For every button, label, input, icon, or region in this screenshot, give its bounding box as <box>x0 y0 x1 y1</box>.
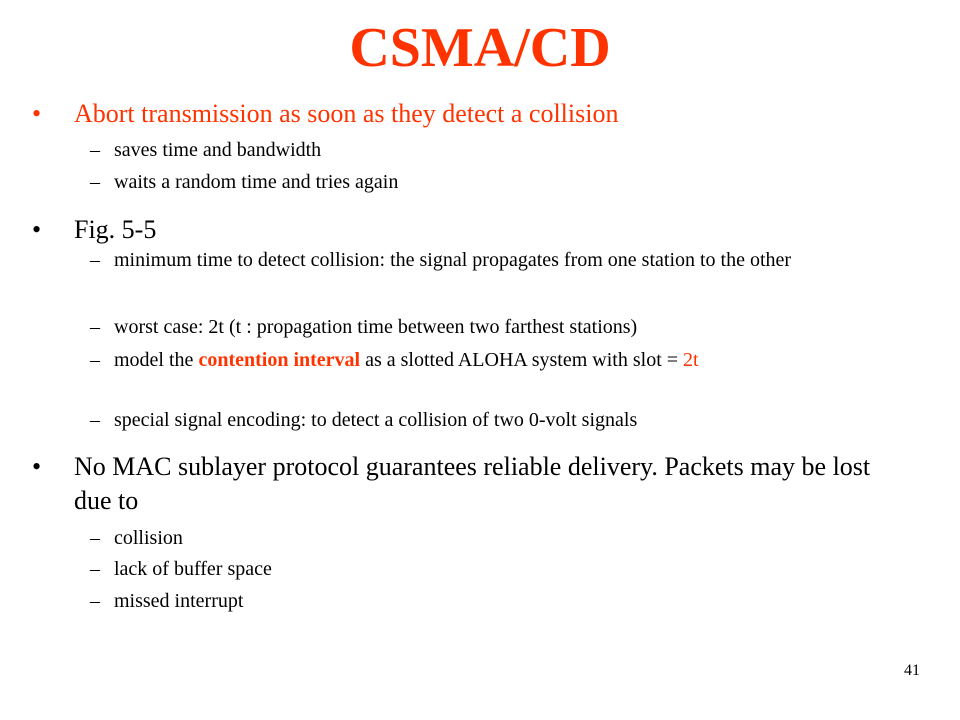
bullet-marker: • <box>32 99 42 128</box>
sub-bullet-text: lack of buffer space <box>114 558 272 580</box>
dash-marker: – <box>90 590 100 612</box>
bullet-marker: • <box>32 452 42 481</box>
bullet-marker: • <box>32 215 42 244</box>
sub-bullet-text: waits a random time and tries again <box>114 171 399 193</box>
sub-bullet-text: collision <box>114 527 183 549</box>
dash-marker: – <box>90 409 100 431</box>
sub-bullet-text: missed interrupt <box>114 590 244 612</box>
text-segment: model the <box>114 349 199 371</box>
sub-bullet-text: minimum time to detect collision: the signal propagates from one station to the other <box>114 249 792 271</box>
dash-marker: – <box>90 249 100 271</box>
bullet-text: No MAC sublayer protocol guarantees reliable delivery. Packets may be lost due to <box>74 452 871 515</box>
dash-marker: – <box>90 171 100 193</box>
highlight-2t: 2t <box>683 349 699 371</box>
sub-bullet-text <box>114 346 874 374</box>
bullet-text: Fig. 5-5 <box>74 215 157 244</box>
slide-title: CSMA/CD <box>349 17 611 79</box>
dash-marker: – <box>90 316 100 338</box>
sub-bullet-text: worst case: 2t (t : propagation time between two farthest stations) <box>114 316 638 338</box>
text-segment: as a slotted ALOHA system with slot = <box>360 349 684 371</box>
dash-marker: – <box>90 527 100 549</box>
page-number: 41 <box>904 662 920 679</box>
dash-marker: – <box>90 349 100 371</box>
dash-marker: – <box>90 139 100 161</box>
dash-marker: – <box>90 558 100 580</box>
highlight-contention-interval: contention interval <box>198 349 361 371</box>
sub-bullet-text: special signal encoding: to detect a collision of two 0-volt signals <box>114 409 638 431</box>
bullet-text: Abort transmission as soon as they detect a collision <box>74 99 619 128</box>
sub-bullet-text: saves time and bandwidth <box>114 139 322 161</box>
